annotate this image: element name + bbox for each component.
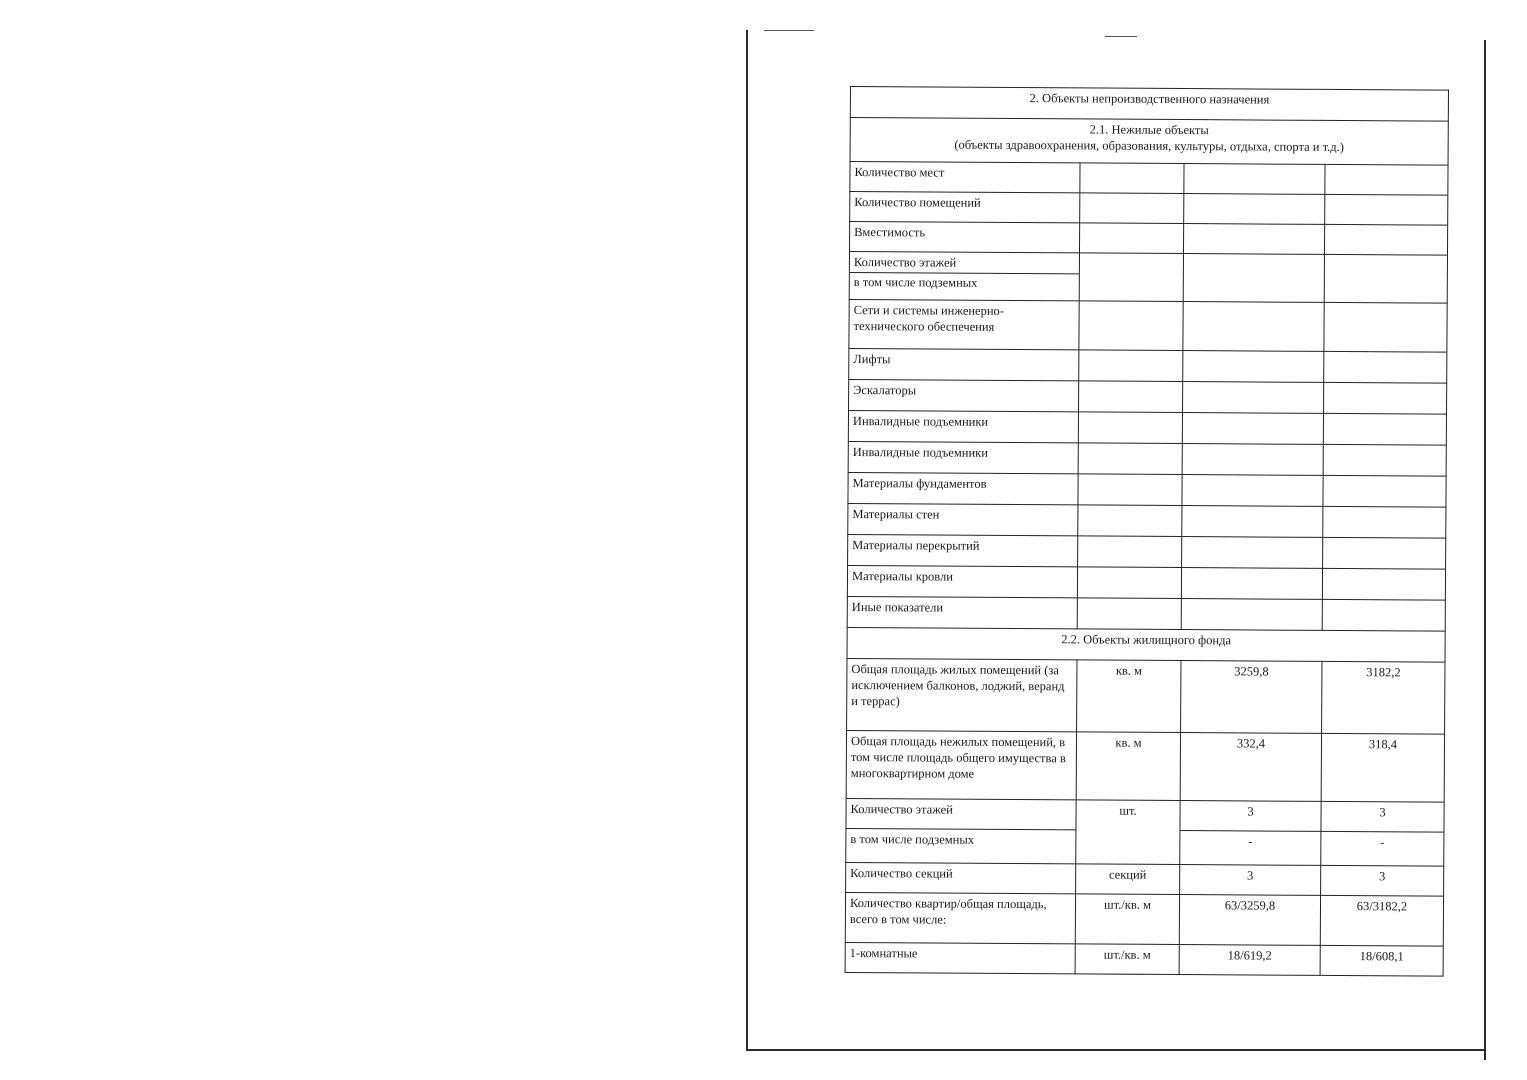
row-label: 1-комнатные [845,942,1075,973]
table-row [849,299,1447,352]
table-row [846,798,1444,832]
row-label: Количество помещений [850,192,1080,223]
fact-value: 3 [1321,801,1444,832]
table-row [846,862,1444,896]
unit-cell: секций [1076,864,1180,895]
fact-value: 3 [1321,865,1444,896]
fact-value: 63/3182,2 [1320,895,1443,946]
value-cell [1078,474,1182,506]
value-cell [1078,536,1182,568]
value-cell [1079,223,1183,254]
plan-value: 332,4 [1180,733,1321,802]
section-title: 2. Объекты непроизводственного назначения [850,87,1448,122]
page-edge-top [764,30,814,31]
page-edge-left [746,30,748,1050]
value-cell [1183,254,1324,303]
value-cell [1323,506,1446,538]
subsection-note: (объекты здравоохранения, образования, культуры, отдыха, спорта и т.д.) [954,137,1344,155]
value-cell [1324,254,1447,303]
plan-value: 18/619,2 [1179,945,1320,976]
row-label: Вместимость [849,222,1079,253]
row-label-floors [849,251,1079,300]
value-cell [1322,568,1445,600]
value-cell [1182,475,1323,507]
value-cell [1079,301,1183,351]
table-row [849,251,1447,303]
value-cell [1323,444,1446,476]
row-label: Сети и системы инженерно-технического обеспечения [849,299,1079,349]
table-row [845,892,1443,946]
plan-value: 3259,8 [1181,661,1322,734]
value-cell [1323,475,1446,507]
page-edge-bottom [746,1049,1486,1051]
page-edge-right [1484,40,1486,1060]
unit-cell: кв. м [1077,660,1181,733]
technical-form-table [845,86,1449,977]
value-cell [1078,412,1182,444]
value-cell [1079,381,1183,413]
value-cell [1080,193,1184,224]
page-top-mark [1105,36,1137,37]
fact-value: 318,4 [1321,733,1444,802]
subsection-title: 2.1. Нежилые объекты [1089,122,1209,138]
table-row [850,192,1448,226]
table-row [849,222,1447,256]
row-label: Инвалидные подъемники [848,441,1078,473]
value-cell [1181,568,1322,600]
row-label: Количество секций [846,862,1076,893]
value-cell [1325,194,1448,225]
table-row [848,410,1446,445]
value-cell [1077,567,1181,599]
row-label: Инвалидные подъемники [848,410,1078,442]
row-label: Материалы фундаментов [848,472,1078,504]
value-cell [1080,163,1184,194]
table-row [845,942,1443,976]
row-label: Лифты [849,348,1079,380]
value-cell [1325,164,1448,195]
plan-subvalue: - [1180,831,1321,866]
value-cell [1077,598,1181,630]
value-cell [1079,253,1183,302]
table-row [847,596,1445,631]
row-label: Количество квартир/общая площадь, всего в том числе: [845,892,1075,943]
row-label: Общая площадь жилых помещений (за исключением балконов, лоджий, веранд и террас) [847,658,1077,731]
fact-value: 18/608,1 [1320,945,1443,976]
value-cell [1323,413,1446,445]
row-label: Общая площадь нежилых помещений, в том числе площадь общего имущества в многоквартирном доме [846,730,1076,799]
value-cell [1182,444,1323,476]
value-cell [1324,302,1447,352]
value-cell [1183,224,1324,255]
table-row [849,379,1447,414]
row-label: Материалы кровли [847,565,1077,597]
row-label: Материалы перекрытий [848,534,1078,566]
unit-cell: кв. м [1076,732,1180,801]
value-cell [1324,382,1447,414]
table-row [849,348,1447,383]
unit-cell: шт. [1076,800,1180,865]
value-cell [1184,194,1325,225]
table-row [848,441,1446,476]
value-cell [1079,350,1183,382]
value-cell [1182,413,1323,445]
fact-subvalue: - [1321,831,1444,866]
table-row [848,503,1446,538]
value-cell [1182,506,1323,538]
row-label: Иные показатели [847,596,1077,628]
row-label: Количество этажей [846,798,1076,829]
value-cell [1323,537,1446,569]
row-label: Материалы стен [848,503,1078,535]
value-cell [1183,302,1324,352]
value-cell [1078,505,1182,537]
row-label: Количество мест [850,162,1080,193]
unit-cell: шт./кв. м [1075,944,1179,975]
fact-value: 3182,2 [1322,661,1445,734]
value-cell [1324,224,1447,255]
subsection-housing-title: 2.2. Объекты жилищного фонда [847,627,1445,662]
row-label: Количество этажей [853,255,957,270]
table-row [846,730,1444,802]
unit-cell: шт./кв. м [1075,894,1179,945]
value-cell [1184,164,1325,195]
value-cell [1322,599,1445,631]
row-sublabel: в том числе подземных [850,272,1079,291]
value-cell [1182,537,1323,569]
value-cell [1183,382,1324,414]
table-row [848,472,1446,507]
value-cell [1078,443,1182,475]
row-label: Эскалаторы [849,379,1079,411]
plan-value: 63/3259,8 [1179,895,1320,946]
value-cell [1183,351,1324,383]
table-row [850,162,1448,196]
table-row [848,534,1446,569]
value-cell [1324,351,1447,383]
table-row [847,565,1445,600]
table-row [847,658,1445,734]
plan-value: 3 [1180,865,1321,896]
value-cell [1181,599,1322,631]
row-sublabel: в том числе подземных [846,828,1076,863]
plan-value: 3 [1180,801,1321,832]
subsection-nonresidential [850,118,1448,166]
